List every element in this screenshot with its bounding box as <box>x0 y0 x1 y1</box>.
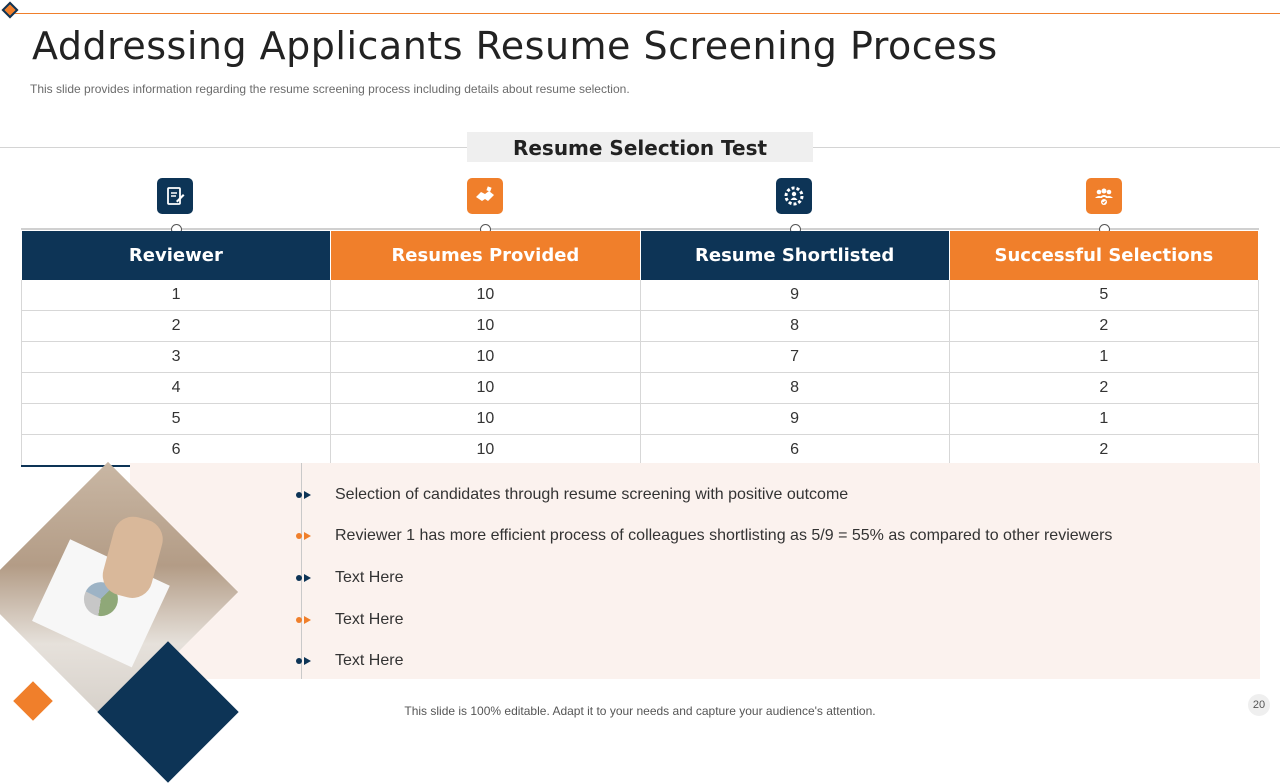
table-row <box>22 342 1259 373</box>
table-header-row <box>22 231 1259 280</box>
footer-note <box>0 704 1280 718</box>
bullet-arrow-icon <box>294 654 314 668</box>
note-text[interactable]: Text Here <box>335 652 404 670</box>
table-row <box>22 311 1259 342</box>
table-cell[interactable]: 1 <box>949 342 1258 373</box>
table-cell[interactable]: 3 <box>22 342 331 373</box>
table-cell[interactable]: 2 <box>949 435 1258 467</box>
header-connector-line <box>21 228 1259 230</box>
list-item <box>294 599 1112 641</box>
bullet-arrow-icon <box>294 529 314 543</box>
table-cell[interactable]: 10 <box>331 435 640 467</box>
table-row <box>22 404 1259 435</box>
table-row <box>22 435 1259 467</box>
table-cell[interactable]: 9 <box>640 404 949 435</box>
note-text[interactable]: Selection of candidates through resume screening with positive outcome <box>335 485 849 503</box>
section-title[interactable]: Resume Selection Test <box>467 132 813 162</box>
top-accent-line <box>14 13 1280 14</box>
table-cell[interactable]: 5 <box>22 404 331 435</box>
handshake-icon <box>467 178 503 214</box>
table-row <box>22 373 1259 404</box>
table-cell[interactable]: 10 <box>331 404 640 435</box>
list-item <box>294 474 1112 516</box>
slide-title[interactable]: Addressing Applicants Resume Screening Process <box>32 24 998 68</box>
clipboard-edit-icon <box>157 178 193 214</box>
bullet-arrow-icon <box>294 613 314 627</box>
page-number: 20 <box>1248 694 1270 716</box>
column-header-reviewer[interactable]: Reviewer <box>22 231 331 280</box>
slide-subtitle[interactable]: This slide provides information regarding the resume screening process including details about resume selection. <box>30 82 630 96</box>
gear-person-icon <box>776 178 812 214</box>
table-row <box>22 280 1259 311</box>
table-cell[interactable]: 8 <box>640 373 949 404</box>
table-cell[interactable]: 10 <box>331 373 640 404</box>
bullet-arrow-icon <box>294 571 314 585</box>
column-header-successful-selections[interactable]: Successful Selections <box>949 231 1258 280</box>
table-cell[interactable]: 2 <box>949 311 1258 342</box>
table-cell[interactable]: 6 <box>640 435 949 467</box>
table-cell[interactable]: 9 <box>640 280 949 311</box>
table-cell[interactable]: 10 <box>331 280 640 311</box>
corner-diamond-icon <box>2 2 19 19</box>
note-text[interactable]: Reviewer 1 has more efficient process of colleagues shortlisting as 5/9 = 55% as compared to other reviewers <box>335 527 1113 545</box>
table-cell[interactable]: 4 <box>22 373 331 404</box>
table-cell[interactable]: 2 <box>22 311 331 342</box>
list-item <box>294 640 1112 682</box>
resume-selection-table <box>21 231 1259 467</box>
note-text[interactable]: Text Here <box>335 568 404 586</box>
list-item <box>294 516 1112 558</box>
list-item <box>294 557 1112 599</box>
footer-text[interactable]: This slide is 100% editable. Adapt it to your needs and capture your audience's attention. <box>404 704 876 718</box>
team-check-icon <box>1086 178 1122 214</box>
table-cell[interactable]: 8 <box>640 311 949 342</box>
column-header-resumes-provided[interactable]: Resumes Provided <box>331 231 640 280</box>
table-cell[interactable]: 1 <box>949 404 1258 435</box>
table-cell[interactable]: 7 <box>640 342 949 373</box>
column-header-resume-shortlisted[interactable]: Resume Shortlisted <box>640 231 949 280</box>
note-text[interactable]: Text Here <box>335 610 404 628</box>
bullet-arrow-icon <box>294 488 314 502</box>
notes-list <box>294 474 1112 682</box>
table-cell[interactable]: 1 <box>22 280 331 311</box>
table-cell[interactable]: 6 <box>22 435 331 467</box>
table-cell[interactable]: 5 <box>949 280 1258 311</box>
table-cell[interactable]: 10 <box>331 342 640 373</box>
table-cell[interactable]: 2 <box>949 373 1258 404</box>
table-cell[interactable]: 10 <box>331 311 640 342</box>
